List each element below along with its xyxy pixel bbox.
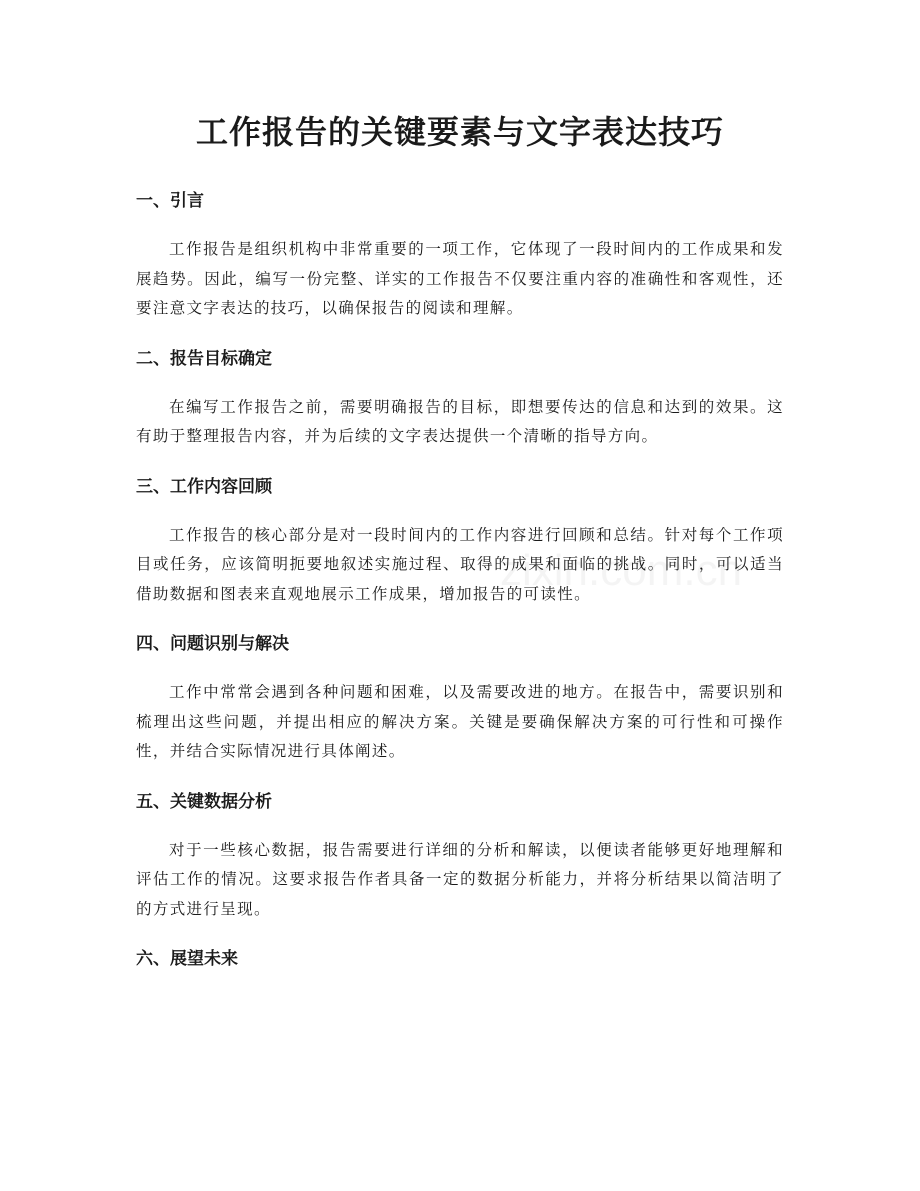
section-body: 工作报告的核心部分是对一段时间内的工作内容进行回顾和总结。针对每个工作项目或任务，应该简明扼要地叙述实施过程、取得的成果和面临的挑战。同时，可以适当借助数据和图表来直观地展示工作成果，增加报告的可读性。 xyxy=(136,525,784,603)
section-body: 工作中常常会遇到各种问题和困难，以及需要改进的地方。在报告中，需要识别和梳理出这些问题，并提出相应的解决方案。关键是要确保解决方案的可行性和可操作性，并结合实际情况进行具体阐述。 xyxy=(136,683,784,760)
section-outlook xyxy=(136,940,784,978)
section-heading: 二、报告目标确定 xyxy=(136,348,272,369)
section-introduction xyxy=(136,182,784,324)
section-data-analysis xyxy=(136,783,784,925)
section-report-goal xyxy=(136,340,784,452)
section-heading: 五、关键数据分析 xyxy=(136,791,272,812)
section-problem-solving xyxy=(136,625,784,767)
section-body: 在编写工作报告之前，需要明确报告的目标，即想要传达的信息和达到的效果。这有助于整理报告内容，并为后续的文字表达提供一个清晰的指导方向。 xyxy=(136,397,784,445)
section-body: 工作报告是组织机构中非常重要的一项工作，它体现了一段时间内的工作成果和发展趋势。因此，编写一份完整、详实的工作报告不仅要注重内容的准确性和客观性，还要注意文字表达的技巧，以确保报告的阅读和理解。 xyxy=(136,240,784,317)
section-body: 对于一些核心数据，报告需要进行详细的分析和解读，以便读者能够更好地理解和评估工作的情况。这要求报告作者具备一定的数据分析能力，并将分析结果以简洁明了的方式进行呈现。 xyxy=(136,840,784,918)
section-heading: 四、问题识别与解决 xyxy=(136,634,289,654)
section-heading: 六、展望未来 xyxy=(136,949,238,969)
document-content xyxy=(136,182,784,978)
section-heading: 一、引言 xyxy=(136,191,204,211)
document-title: 工作报告的关键要素与文字表达技巧 xyxy=(195,113,724,151)
section-work-review xyxy=(136,468,784,610)
section-heading: 三、工作内容回顾 xyxy=(136,476,272,497)
